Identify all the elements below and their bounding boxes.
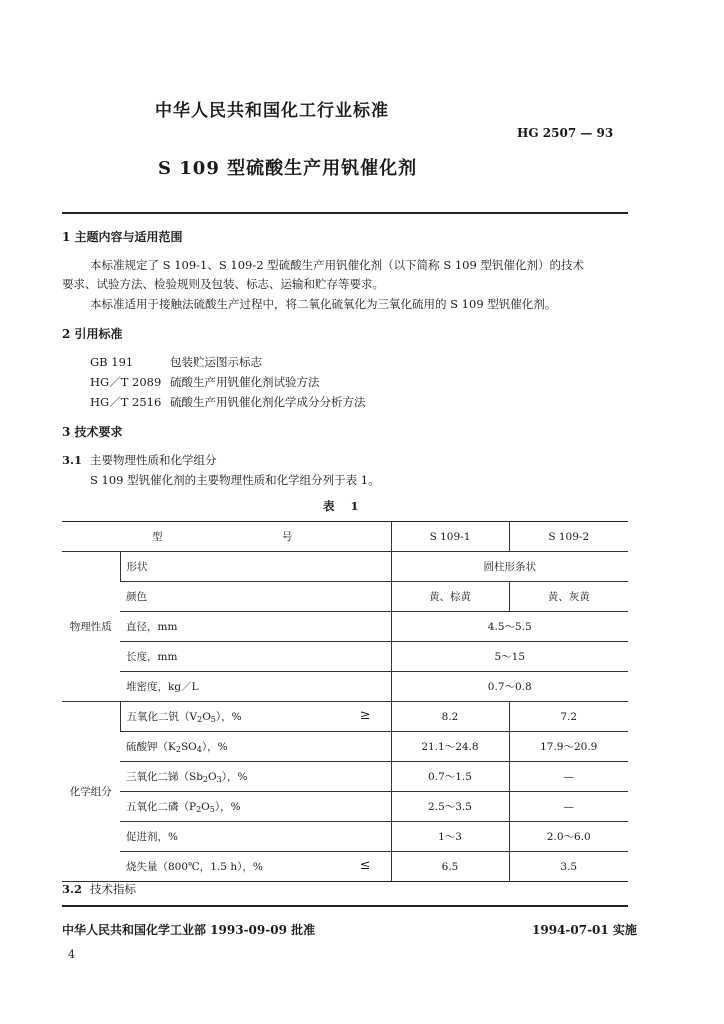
- header-divider: [62, 212, 628, 214]
- name-part: 硫酸钾（K: [126, 741, 176, 753]
- row-value-merged: 4.5～5.5: [391, 612, 628, 642]
- row-value-merged: 0.7～0.8: [391, 672, 628, 702]
- table-row: [62, 732, 628, 762]
- table-row: [62, 702, 628, 732]
- standard-code: HG 2507 — 93: [517, 126, 614, 140]
- reference-item: [90, 354, 262, 370]
- row-value-s109-1: 21.1～24.8: [391, 732, 509, 762]
- group-chemical-composition: 化学组分: [62, 702, 120, 882]
- name-part: SO: [180, 741, 197, 753]
- subscript: 3: [216, 775, 222, 784]
- subscript: 5: [209, 805, 215, 814]
- subscript: 4: [196, 745, 202, 754]
- row-name: 促进剂，%: [120, 822, 391, 852]
- row-value-s109-1: 6.5: [391, 852, 509, 882]
- table-row: [62, 762, 628, 792]
- footer-divider: [62, 905, 628, 907]
- row-name: 堆密度，kg／L: [120, 672, 391, 702]
- row-value-s109-2: 17.9～20.9: [509, 732, 628, 762]
- section-3-1-number: 3.1: [62, 453, 83, 467]
- section-3-1-heading: [62, 452, 217, 468]
- table-row: [62, 552, 628, 582]
- section-1-paragraph-1-cont: 要求、试验方法、检验规则及包装、标志、运输和贮存等要求。: [62, 277, 384, 291]
- table-header-row: [62, 522, 628, 552]
- table-row: [62, 672, 628, 702]
- row-name: [120, 792, 391, 822]
- reference-item: [90, 374, 320, 390]
- name-part: O: [208, 771, 217, 783]
- section-3-2-title: 技术指标: [90, 882, 137, 896]
- table-row: [62, 582, 628, 612]
- name-part: ），%: [201, 741, 228, 753]
- name-part: ），%: [221, 771, 248, 783]
- section-3-2-number: 3.2: [62, 882, 83, 896]
- row-value-merged: 圆柱形条状: [391, 552, 628, 582]
- name-part: 三氧化二锑（Sb: [126, 771, 203, 783]
- section-3-title: 3 技术要求: [62, 425, 123, 439]
- name-part: O: [202, 711, 211, 723]
- name-part: 五氧化二磷（P: [126, 801, 197, 813]
- row-value-s109-1: 8.2: [391, 702, 509, 732]
- row-value-s109-1: 黄、棕黄: [391, 582, 509, 612]
- standard-org-title: 中华人民共和国化工行业标准: [155, 101, 389, 121]
- subscript: 2: [196, 805, 202, 814]
- row-value-s109-2: —: [509, 762, 628, 792]
- section-3-2-heading: [62, 881, 136, 897]
- row-value-s109-1: 2.5～3.5: [391, 792, 509, 822]
- row-name: 长度，mm: [120, 642, 391, 672]
- subscript: 2: [197, 715, 203, 724]
- reference-name: 包装贮运图示标志: [170, 355, 262, 369]
- properties-table: [62, 521, 628, 882]
- row-value-s109-1: 0.7～1.5: [391, 762, 509, 792]
- reference-name: 硫酸生产用钒催化剂试验方法: [170, 375, 320, 389]
- name-part: ），%: [214, 801, 241, 813]
- row-value-s109-2: 黄、灰黄: [509, 582, 628, 612]
- row-value-s109-2: —: [509, 792, 628, 822]
- effective-date: 1994-07-01 实施: [532, 923, 637, 937]
- reference-code: HG／T 2516: [90, 395, 162, 409]
- row-name: [120, 702, 391, 732]
- name-part: 五氧化二钒（V: [126, 711, 198, 723]
- row-name: [120, 762, 391, 792]
- limit-symbol: ≥: [359, 708, 371, 723]
- header-model: 号: [281, 531, 293, 543]
- group-physical-properties: 物理性质: [62, 552, 120, 702]
- row-value-s109-2: 3.5: [509, 852, 628, 882]
- row-name: 颜色: [120, 582, 391, 612]
- document-title: S 109 型硫酸生产用钒催化剂: [158, 158, 418, 179]
- table-row: [62, 822, 628, 852]
- reference-code: GB 191: [90, 355, 134, 369]
- subscript: 5: [210, 715, 216, 724]
- row-value-s109-2: 2.0～6.0: [509, 822, 628, 852]
- subscript: 2: [202, 775, 209, 784]
- header-type-model-cell: [62, 522, 391, 552]
- section-1-paragraph-1: 本标准规定了 S 109-1、S 109-2 型硫酸生产用钒催化剂（以下简称 S 109 型钒催化剂）的技术: [90, 258, 584, 272]
- section-2-title: 2 引用标准: [62, 327, 123, 341]
- section-3-1-title: 主要物理性质和化学组分: [90, 453, 217, 467]
- section-1-paragraph-2: 本标准适用于接触法硫酸生产过程中，将二氧化硫氧化为三氧化硫用的 S 109 型钒催化剂。: [90, 297, 557, 311]
- name-part: 烧失量（800℃，1.5 h），%: [126, 861, 263, 873]
- table-row: [62, 642, 628, 672]
- subscript: 2: [175, 745, 181, 754]
- table-row: [62, 852, 628, 882]
- row-name: [120, 732, 391, 762]
- limit-symbol: ≤: [359, 858, 371, 873]
- header-s109-1: S 109-1: [391, 522, 509, 552]
- table-row: [62, 792, 628, 822]
- row-name: [120, 852, 391, 882]
- name-part: O: [201, 801, 210, 813]
- row-name: 直径，mm: [120, 612, 391, 642]
- page-number: 4: [68, 948, 75, 961]
- reference-name: 硫酸生产用钒催化剂化学成分分析方法: [170, 395, 366, 409]
- row-name: 形状: [120, 552, 391, 582]
- table-row: [62, 612, 628, 642]
- section-3-1-text: S 109 型钒催化剂的主要物理性质和化学组分列于表 1。: [90, 473, 380, 487]
- reference-code: HG／T 2089: [90, 375, 162, 389]
- row-value-merged: 5～15: [391, 642, 628, 672]
- header-s109-2: S 109-2: [509, 522, 628, 552]
- name-part: ），%: [215, 711, 242, 723]
- reference-item: [90, 394, 366, 410]
- header-type: 型: [152, 531, 163, 543]
- table-caption: 表 1: [323, 499, 365, 513]
- section-1-title: 1 主题内容与适用范围: [62, 230, 183, 244]
- row-value-s109-2: 7.2: [509, 702, 628, 732]
- row-value-s109-1: 1～3: [391, 822, 509, 852]
- approval-line: 中华人民共和国化学工业部 1993-09-09 批准: [62, 923, 316, 937]
